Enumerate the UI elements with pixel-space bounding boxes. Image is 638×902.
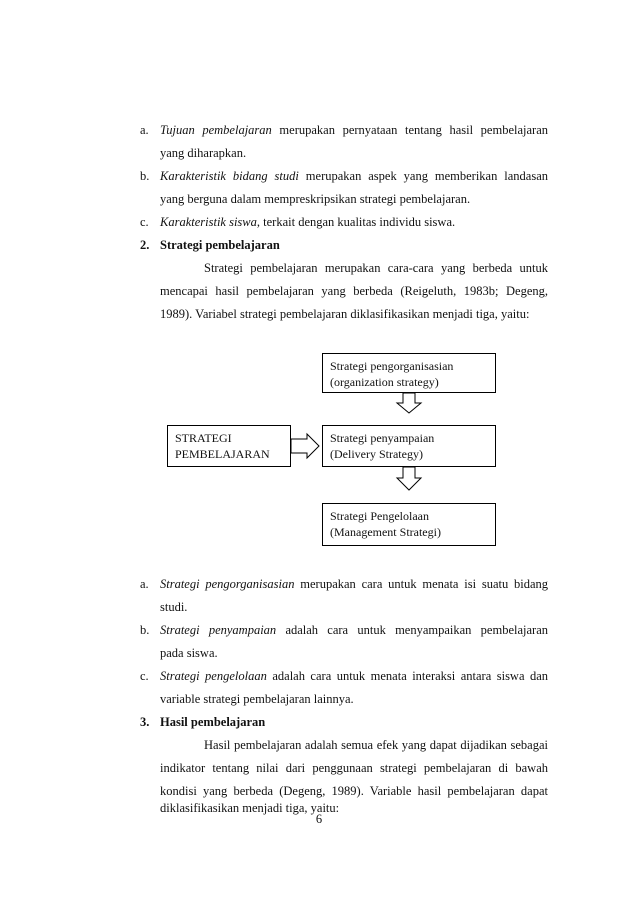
paragraph-line: Hasil pembelajaran adalah semua efek yang dapat dijadikan sebagai xyxy=(204,738,548,752)
paragraph-line: indikator tentang nilai dari penggunaan strategi pembelajaran di bawah xyxy=(160,761,548,775)
list-label: a. xyxy=(140,123,149,137)
box-text: (Management Strategi) xyxy=(330,525,441,539)
heading-number: 2. xyxy=(140,238,150,252)
list-item-continuation: yang diharapkan. xyxy=(160,146,247,160)
page-number: 6 xyxy=(315,812,323,826)
box-text: Strategi pengorganisasian xyxy=(330,359,454,373)
list-item-continuation: variable strategi pembelajaran lainnya. xyxy=(160,692,354,706)
list-item-karakteristik-siswa: Karakteristik siswa, terkait dengan kualitas individu siswa. xyxy=(160,215,456,229)
down-arrow-icon xyxy=(397,393,421,413)
paragraph-line: Strategi pembelajaran merupakan cara-cara yang berbeda untuk xyxy=(204,261,548,275)
right-arrow-icon xyxy=(291,434,319,458)
list-item-pengorganisasian: Strategi pengorganisasian merupakan cara untuk menata isi suatu bidang xyxy=(160,577,548,591)
box-text: Strategi Pengelolaan xyxy=(330,509,429,523)
list-label: b. xyxy=(140,623,150,637)
paragraph-line: 1989). Variabel strategi pembelajaran diklasifikasikan menjadi tiga, yaitu: xyxy=(160,307,530,321)
list-item-continuation: studi. xyxy=(160,600,188,614)
list-item-continuation: pada siswa. xyxy=(160,646,218,660)
list-item-penyampaian: Strategi penyampaian adalah cara untuk menyampaikan pembelajaran xyxy=(160,623,548,637)
box-text: STRATEGI xyxy=(175,431,232,445)
list-item-continuation: yang berguna dalam mempreskripsikan strategi pembelajaran. xyxy=(160,192,471,206)
list-item-pengelolaan: Strategi pengelolaan adalah cara untuk menata interaksi antara siswa dan xyxy=(160,669,549,683)
section-heading: Strategi pembelajaran xyxy=(160,238,280,252)
box-text: (organization strategy) xyxy=(330,375,439,389)
paragraph-line: diklasifikasikan menjadi tiga, yaitu: xyxy=(160,801,340,815)
list-label: c. xyxy=(140,215,149,229)
list-label: a. xyxy=(140,577,149,591)
box-text: Strategi penyampaian xyxy=(330,431,435,445)
list-item-karakteristik-bidang: Karakteristik bidang studi merupakan aspek yang memberikan landasan xyxy=(160,169,549,183)
heading-number: 3. xyxy=(140,715,150,729)
box-text: (Delivery Strategy) xyxy=(330,447,423,461)
box-text: PEMBELAJARAN xyxy=(175,447,270,461)
paragraph-line: mencapai hasil pembelajaran yang berbeda (Reigeluth, 1983b; Degeng, xyxy=(160,284,548,298)
down-arrow-icon xyxy=(397,467,421,490)
list-label: b. xyxy=(140,169,150,183)
paragraph-line: kondisi yang berbeda (Degeng, 1989). Variable hasil pembelajaran dapat xyxy=(160,784,548,798)
list-item-tujuan: Tujuan pembelajaran merupakan pernyataan tentang hasil pembelajaran xyxy=(160,123,548,137)
list-label: c. xyxy=(140,669,149,683)
section-heading: Hasil pembelajaran xyxy=(160,715,266,729)
